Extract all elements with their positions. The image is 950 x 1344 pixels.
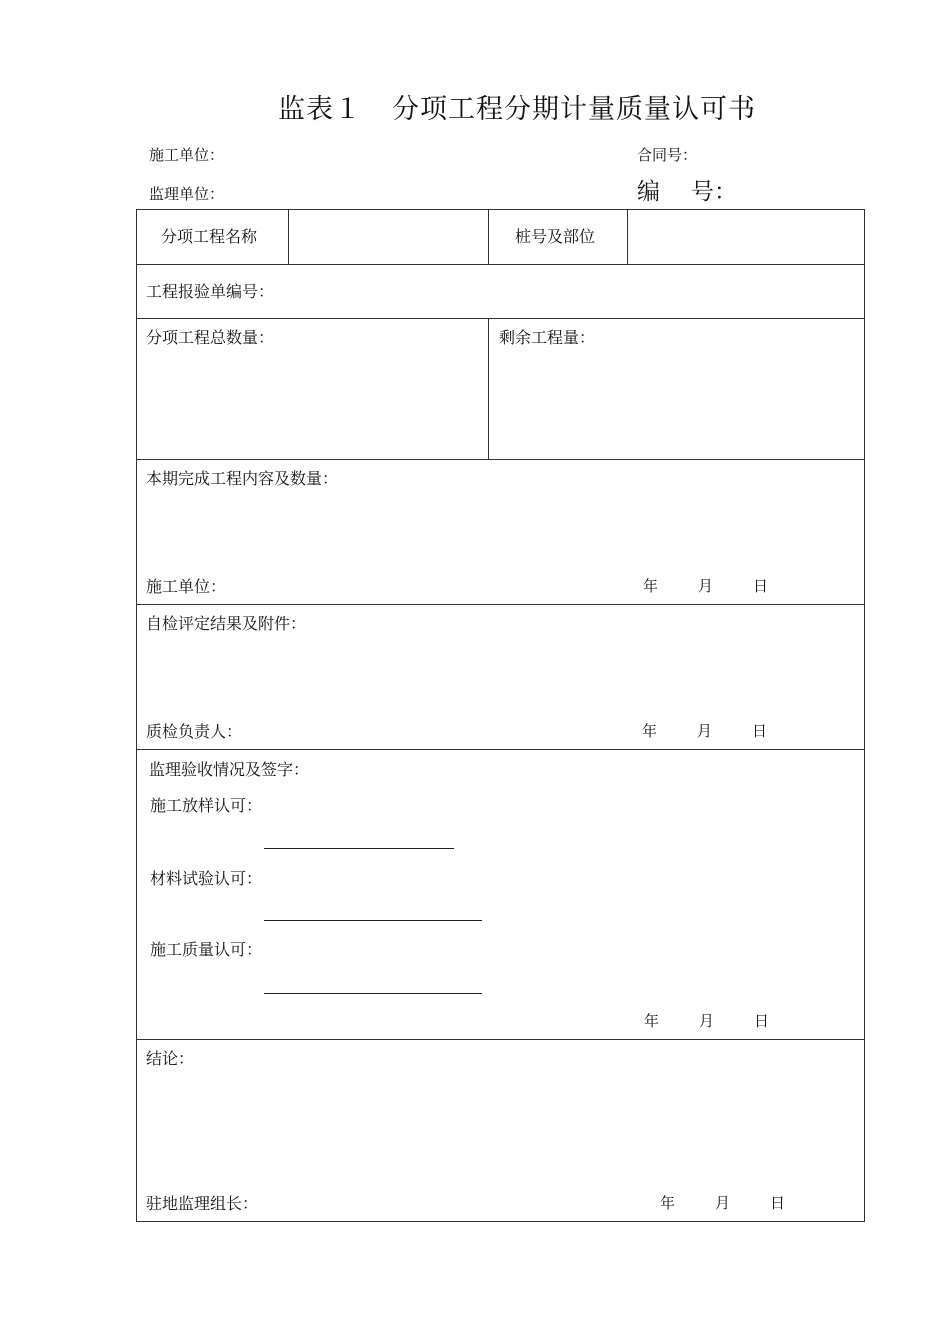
date-month: 月: [697, 722, 713, 740]
construction-unit-label: 施工单位：: [149, 146, 225, 164]
layout-approval-label: 施工放样认可：: [150, 796, 263, 815]
row-divider: [137, 1039, 864, 1040]
col-divider: [488, 210, 489, 264]
col-divider: [627, 210, 628, 264]
contract-no-label: 合同号：: [637, 146, 698, 164]
supervision-date: [644, 1014, 769, 1029]
self-check-date: [642, 724, 767, 739]
date-year: 年: [660, 1194, 676, 1212]
material-test-signature-line[interactable]: [264, 920, 482, 921]
total-quantity-label: 分项工程总数量：: [146, 328, 275, 347]
row-divider: [137, 604, 864, 605]
inspection-report-no-label: 工程报验单编号：: [146, 282, 275, 301]
quality-approval-signature-line[interactable]: [264, 993, 482, 994]
supervision-unit-label: 监理单位：: [149, 185, 225, 203]
date-day: 日: [752, 722, 768, 740]
resident-chief-label: 驻地监理组长：: [146, 1194, 259, 1213]
conclusion-date: [660, 1196, 785, 1211]
row-divider: [137, 264, 864, 265]
form-code: 监表１: [278, 94, 362, 125]
row-divider: [137, 459, 864, 460]
date-year: 年: [644, 1012, 660, 1030]
form-table: [136, 209, 865, 1222]
period-content-label: 本期完成工程内容及数量：: [146, 469, 339, 488]
col-divider: [488, 318, 489, 459]
supervision-label: 监理验收情况及签字：: [149, 760, 310, 779]
serial-no-char2: 号：: [691, 179, 737, 205]
conclusion-label: 结论：: [146, 1049, 195, 1068]
layout-approval-signature-line[interactable]: [264, 848, 454, 849]
date-day: 日: [754, 1012, 770, 1030]
serial-no-label: [637, 181, 737, 204]
quality-approval-label: 施工质量认可：: [150, 940, 263, 959]
period-signer-label: 施工单位：: [146, 577, 227, 596]
row-divider: [137, 318, 864, 319]
date-day: 日: [753, 577, 769, 595]
self-check-label: 自检评定结果及附件：: [146, 614, 307, 633]
sub-item-name-label: 分项工程名称: [161, 227, 258, 246]
date-year: 年: [642, 722, 658, 740]
col-divider: [288, 210, 289, 264]
period-date: [643, 579, 768, 594]
self-check-signer-label: 质检负责人：: [146, 722, 243, 741]
date-month: 月: [715, 1194, 731, 1212]
date-day: 日: [770, 1194, 786, 1212]
date-year: 年: [643, 577, 659, 595]
material-test-label: 材料试验认可：: [150, 869, 263, 888]
page-title: [278, 96, 756, 123]
date-month: 月: [698, 577, 714, 595]
row-divider: [137, 749, 864, 750]
serial-no-char1: 编: [637, 179, 660, 205]
remaining-quantity-label: 剩余工程量：: [499, 328, 596, 347]
form-title: 分项工程分期计量质量认可书: [392, 94, 756, 125]
stake-location-label: 桩号及部位: [515, 227, 596, 246]
date-month: 月: [699, 1012, 715, 1030]
